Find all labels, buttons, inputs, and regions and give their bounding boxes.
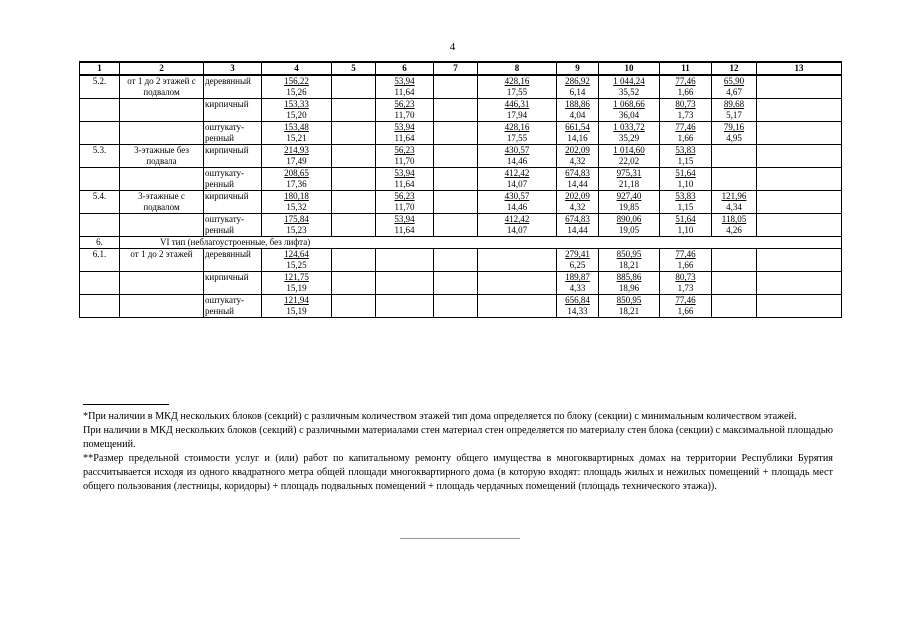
value-top: 850,95: [616, 295, 642, 305]
value-cell: [434, 191, 478, 214]
row-floors: [120, 272, 204, 295]
value-cell: [332, 249, 376, 272]
value-top: 412,42: [504, 168, 530, 178]
value-bottom: 1,10: [677, 179, 694, 189]
value-cell: [757, 122, 842, 145]
value-top: 885,86: [616, 272, 642, 282]
header-cell: 1: [80, 62, 120, 75]
value-top: 51,64: [675, 214, 696, 224]
row-number: [80, 272, 120, 295]
value-bottom: 17,55: [506, 87, 528, 97]
value-top: 53,94: [394, 76, 415, 86]
value-cell: [262, 214, 332, 237]
table-header-row: [80, 62, 842, 75]
value-cell: [557, 99, 599, 122]
value-bottom: 17,49: [286, 156, 307, 166]
header-cell: 11: [660, 62, 712, 75]
value-bottom: 19,05: [618, 225, 640, 235]
header-cell: 9: [557, 62, 599, 75]
table-row: [80, 145, 842, 168]
value-top: 121,96: [721, 191, 747, 201]
footnotes: [83, 410, 833, 494]
value-cell: [712, 214, 757, 237]
value-bottom: 4,32: [569, 202, 586, 212]
value-cell: [262, 168, 332, 191]
table-row: [80, 168, 842, 191]
value-cell: [712, 295, 757, 318]
value-cell: [376, 168, 434, 191]
row-floors: [120, 168, 204, 191]
value-top: 77,46: [675, 249, 696, 259]
table-row: [80, 99, 842, 122]
value-top: 286,92: [565, 76, 590, 86]
value-bottom: 5,17: [726, 110, 742, 120]
cost-table: [79, 61, 842, 318]
value-cell: [262, 249, 332, 272]
value-bottom: 17,94: [506, 110, 528, 120]
row-number: [80, 122, 120, 145]
table-row: [80, 75, 842, 99]
value-cell: [478, 122, 557, 145]
header-cell: 12: [712, 62, 757, 75]
value-cell: [660, 272, 712, 295]
row-number: 5.3.: [80, 145, 120, 168]
value-cell: [660, 99, 712, 122]
value-top: 208,65: [284, 168, 309, 178]
row-number: [80, 168, 120, 191]
value-bottom: 11,70: [394, 156, 415, 166]
row-number: 5.2.: [80, 75, 120, 99]
value-cell: [712, 249, 757, 272]
value-bottom: 1,73: [677, 110, 694, 120]
value-cell: [376, 191, 434, 214]
value-bottom: 15,19: [286, 283, 307, 293]
value-bottom: 15,21: [286, 133, 307, 143]
value-top: 77,46: [675, 122, 696, 132]
value-bottom: 11,64: [394, 179, 415, 189]
value-top: 53,94: [394, 214, 415, 224]
value-cell: [262, 145, 332, 168]
value-top: 188,86: [565, 99, 590, 109]
value-cell: [376, 75, 434, 99]
value-cell: [712, 75, 757, 99]
value-bottom: 14,33: [567, 306, 588, 316]
value-cell: [478, 272, 557, 295]
value-cell: [660, 75, 712, 99]
value-bottom: 11,64: [394, 225, 415, 235]
value-cell: [434, 145, 478, 168]
row-floors: [120, 99, 204, 122]
value-cell: [660, 249, 712, 272]
value-bottom: 35,29: [618, 133, 640, 143]
section-number: 6.: [80, 237, 120, 249]
value-cell: [557, 145, 599, 168]
value-top: 661,54: [565, 122, 590, 132]
value-cell: [332, 99, 376, 122]
value-cell: [557, 295, 599, 318]
value-bottom: 14,07: [506, 179, 528, 189]
value-cell: [757, 272, 842, 295]
value-top: 53,83: [675, 191, 696, 201]
row-wall-material: кирпичный: [204, 272, 262, 295]
value-cell: [599, 75, 660, 99]
header-cell: 5: [332, 62, 376, 75]
value-cell: [332, 145, 376, 168]
value-cell: [557, 249, 599, 272]
value-top: 850,95: [616, 249, 642, 259]
table-row: [80, 214, 842, 237]
value-bottom: 1,66: [677, 133, 694, 143]
value-bottom: 14,16: [567, 133, 588, 143]
value-bottom: 14,44: [567, 179, 588, 189]
value-cell: [478, 249, 557, 272]
header-cell: 2: [120, 62, 204, 75]
value-top: 77,46: [675, 295, 696, 305]
value-top: 118,05: [721, 214, 747, 224]
value-cell: [434, 122, 478, 145]
row-number: [80, 99, 120, 122]
row-number: 5.4.: [80, 191, 120, 214]
value-top: 674,83: [565, 168, 590, 178]
table-row: [80, 122, 842, 145]
value-cell: [332, 168, 376, 191]
value-cell: [434, 249, 478, 272]
value-cell: [757, 295, 842, 318]
value-bottom: 1,66: [677, 260, 694, 270]
value-bottom: 15,25: [286, 260, 307, 270]
value-bottom: 15,19: [286, 306, 307, 316]
footnote-3: **Размер предельной стоимости услуг и (или) работ по капитальному ремонту общего имущества в многоквартирных домах на территории Республики Бурятия рассчитывается исходя из одного квадратного метра общей площади многоквартирного дома (в которую входят: площадь жилых и нежилых помещений + площадь мест общего пользования (лестницы, коридоры) + площадь подвальных помещений + площадь чердачных помещений (площадь технического этажа)).: [83, 453, 833, 492]
value-bottom: 1,15: [677, 202, 694, 212]
value-bottom: 4,33: [569, 283, 586, 293]
footnote-divider: [83, 404, 169, 405]
value-cell: [557, 191, 599, 214]
value-bottom: 1,10: [677, 225, 694, 235]
value-cell: [599, 145, 660, 168]
value-cell: [376, 145, 434, 168]
value-top: 80,73: [675, 272, 696, 282]
value-bottom: 21,18: [618, 179, 640, 189]
value-cell: [757, 249, 842, 272]
value-cell: [262, 99, 332, 122]
table-row: [80, 191, 842, 214]
value-top: 975,31: [616, 168, 642, 178]
value-cell: [557, 272, 599, 295]
value-cell: [478, 168, 557, 191]
value-top: 56,23: [394, 145, 415, 155]
value-cell: [332, 272, 376, 295]
row-floors: от 1 до 2 этажей: [120, 249, 204, 272]
value-bottom: 4,26: [726, 225, 742, 235]
value-top: 428,16: [504, 122, 530, 132]
value-bottom: 15,20: [286, 110, 307, 120]
value-top: 674,83: [565, 214, 590, 224]
value-top: 1 044,24: [613, 76, 645, 86]
value-cell: [660, 295, 712, 318]
footnote-1: *При наличии в МКД нескольких блоков (секций) с различным количеством этажей тип дома определяется по блоку (секции) с минимальным количеством этажей.: [83, 411, 797, 422]
value-top: 65,90: [723, 76, 745, 86]
value-cell: [757, 214, 842, 237]
value-top: 279,41: [565, 249, 590, 259]
row-number: [80, 214, 120, 237]
value-cell: [332, 191, 376, 214]
value-cell: [478, 99, 557, 122]
value-cell: [599, 168, 660, 191]
value-bottom: 1,15: [677, 156, 694, 166]
value-cell: [376, 99, 434, 122]
value-top: 927,40: [616, 191, 642, 201]
row-number: 6.1.: [80, 249, 120, 272]
value-top: 175,84: [284, 214, 309, 224]
value-cell: [599, 122, 660, 145]
table-row: [80, 249, 842, 272]
row-floors: [120, 122, 204, 145]
header-cell: 3: [204, 62, 262, 75]
value-cell: [332, 122, 376, 145]
value-bottom: 36,04: [618, 110, 640, 120]
section-title: VI тип (неблагоустроенные, без лифта): [120, 237, 842, 249]
value-cell: [599, 214, 660, 237]
value-cell: [660, 145, 712, 168]
value-bottom: 11,64: [394, 87, 415, 97]
value-cell: [712, 168, 757, 191]
value-top: 656,84: [565, 295, 590, 305]
header-cell: 8: [478, 62, 557, 75]
value-top: 412,42: [504, 214, 530, 224]
row-number: [80, 295, 120, 318]
value-top: 428,16: [504, 76, 530, 86]
value-cell: [712, 191, 757, 214]
value-top: 51,64: [675, 168, 696, 178]
row-wall-material: оштукату-ренный: [204, 168, 262, 191]
value-cell: [376, 249, 434, 272]
value-cell: [660, 168, 712, 191]
value-top: 121,75: [284, 272, 309, 282]
value-bottom: 4,04: [569, 110, 586, 120]
value-top: 56,23: [394, 99, 415, 109]
row-floors: [120, 214, 204, 237]
value-cell: [434, 272, 478, 295]
value-top: 77,46: [675, 76, 696, 86]
value-cell: [434, 295, 478, 318]
header-cell: 7: [434, 62, 478, 75]
value-cell: [712, 272, 757, 295]
value-cell: [660, 214, 712, 237]
row-wall-material: кирпичный: [204, 191, 262, 214]
value-cell: [712, 99, 757, 122]
value-cell: [660, 122, 712, 145]
value-cell: [557, 168, 599, 191]
value-bottom: 1,73: [677, 283, 694, 293]
value-bottom: 15,26: [286, 87, 307, 97]
value-bottom: 4,67: [726, 87, 742, 97]
row-wall-material: кирпичный: [204, 99, 262, 122]
value-cell: [332, 295, 376, 318]
value-bottom: 14,46: [506, 202, 528, 212]
row-wall-material: оштукату-ренный: [204, 214, 262, 237]
value-top: 156,22: [284, 76, 309, 86]
value-cell: [478, 295, 557, 318]
value-cell: [599, 191, 660, 214]
row-floors: от 1 до 2 этажей с подвалом: [120, 75, 204, 99]
value-cell: [478, 214, 557, 237]
value-bottom: 6,14: [569, 87, 586, 97]
value-bottom: 18,96: [618, 283, 640, 293]
value-cell: [376, 295, 434, 318]
footnote-2: При наличии в МКД нескольких блоков (секций) с различными материалами стен материал стен определяется по материалу стен блока (секции) с максимальной площадью помещений.: [83, 425, 833, 450]
value-top: 56,23: [394, 191, 415, 201]
value-top: 214,93: [284, 145, 309, 155]
value-bottom: 11,70: [394, 202, 415, 212]
value-cell: [557, 214, 599, 237]
value-cell: [478, 191, 557, 214]
value-cell: [712, 122, 757, 145]
row-floors: 3-этажные с подвалом: [120, 191, 204, 214]
value-top: 202,09: [565, 191, 590, 201]
value-cell: [434, 214, 478, 237]
value-top: 202,09: [565, 145, 590, 155]
value-cell: [712, 145, 757, 168]
value-bottom: 11,64: [394, 133, 415, 143]
value-bottom: 22,02: [618, 156, 640, 166]
value-top: 180,18: [284, 191, 309, 201]
value-cell: [434, 168, 478, 191]
value-cell: [262, 75, 332, 99]
value-cell: [376, 214, 434, 237]
value-top: 124,64: [284, 249, 309, 259]
value-cell: [434, 75, 478, 99]
value-top: 430,57: [504, 191, 530, 201]
value-cell: [757, 75, 842, 99]
value-cell: [262, 191, 332, 214]
value-cell: [757, 145, 842, 168]
value-cell: [478, 75, 557, 99]
value-top: 79,16: [723, 122, 745, 132]
value-top: 1 033,72: [613, 122, 645, 132]
value-bottom: 11,70: [394, 110, 415, 120]
value-cell: [332, 75, 376, 99]
section-row: [80, 237, 842, 249]
value-bottom: 17,36: [286, 179, 307, 189]
value-top: 53,94: [394, 168, 415, 178]
value-top: 189,87: [565, 272, 590, 282]
value-top: 53,83: [675, 145, 696, 155]
row-wall-material: кирпичный: [204, 145, 262, 168]
value-bottom: 14,46: [506, 156, 528, 166]
value-bottom: 4,95: [726, 133, 742, 143]
row-wall-material: оштукату-ренный: [204, 295, 262, 318]
header-cell: 6: [376, 62, 434, 75]
value-cell: [660, 191, 712, 214]
header-cell: 10: [599, 62, 660, 75]
value-top: 153,33: [284, 99, 309, 109]
value-bottom: 14,07: [506, 225, 528, 235]
row-wall-material: оштукату-ренный: [204, 122, 262, 145]
value-cell: [478, 145, 557, 168]
value-bottom: 19,85: [618, 202, 640, 212]
value-top: 1 068,66: [613, 99, 645, 109]
row-floors: [120, 295, 204, 318]
header-cell: 13: [757, 62, 842, 75]
value-bottom: 15,23: [286, 225, 307, 235]
value-top: 890,06: [616, 214, 642, 224]
page-number: 4: [449, 41, 456, 53]
table-row: [80, 295, 842, 318]
value-top: 53,94: [394, 122, 415, 132]
value-cell: [757, 168, 842, 191]
value-bottom: 17,55: [506, 133, 528, 143]
value-top: 446,31: [504, 99, 530, 109]
value-cell: [376, 122, 434, 145]
value-bottom: 18,21: [618, 260, 640, 270]
value-cell: [262, 272, 332, 295]
value-cell: [434, 99, 478, 122]
value-top: 1 014,60: [613, 145, 645, 155]
value-bottom: 35,52: [618, 87, 640, 97]
row-wall-material: деревянный: [204, 75, 262, 99]
value-bottom: 14,44: [567, 225, 588, 235]
value-cell: [557, 122, 599, 145]
value-bottom: 4,34: [726, 202, 742, 212]
row-floors: 3-этажные без подвала: [120, 145, 204, 168]
table-row: [80, 272, 842, 295]
value-cell: [262, 295, 332, 318]
value-bottom: 18,21: [618, 306, 640, 316]
value-cell: [376, 272, 434, 295]
value-cell: [332, 214, 376, 237]
value-bottom: 1,66: [677, 306, 694, 316]
value-top: 430,57: [504, 145, 530, 155]
header-cell: 4: [262, 62, 332, 75]
value-top: 153,48: [284, 122, 309, 132]
value-cell: [599, 249, 660, 272]
value-cell: [599, 99, 660, 122]
end-divider: [400, 538, 520, 539]
value-cell: [557, 75, 599, 99]
value-cell: [262, 122, 332, 145]
value-bottom: 1,66: [677, 87, 694, 97]
row-wall-material: деревянный: [204, 249, 262, 272]
value-cell: [757, 191, 842, 214]
value-top: 121,94: [284, 295, 309, 305]
value-cell: [599, 295, 660, 318]
value-bottom: 4,32: [569, 156, 586, 166]
value-cell: [599, 272, 660, 295]
value-top: 80,73: [675, 99, 696, 109]
value-cell: [757, 99, 842, 122]
value-bottom: 15,32: [286, 202, 307, 212]
value-bottom: 6,25: [569, 260, 586, 270]
value-top: 89,68: [723, 99, 745, 109]
